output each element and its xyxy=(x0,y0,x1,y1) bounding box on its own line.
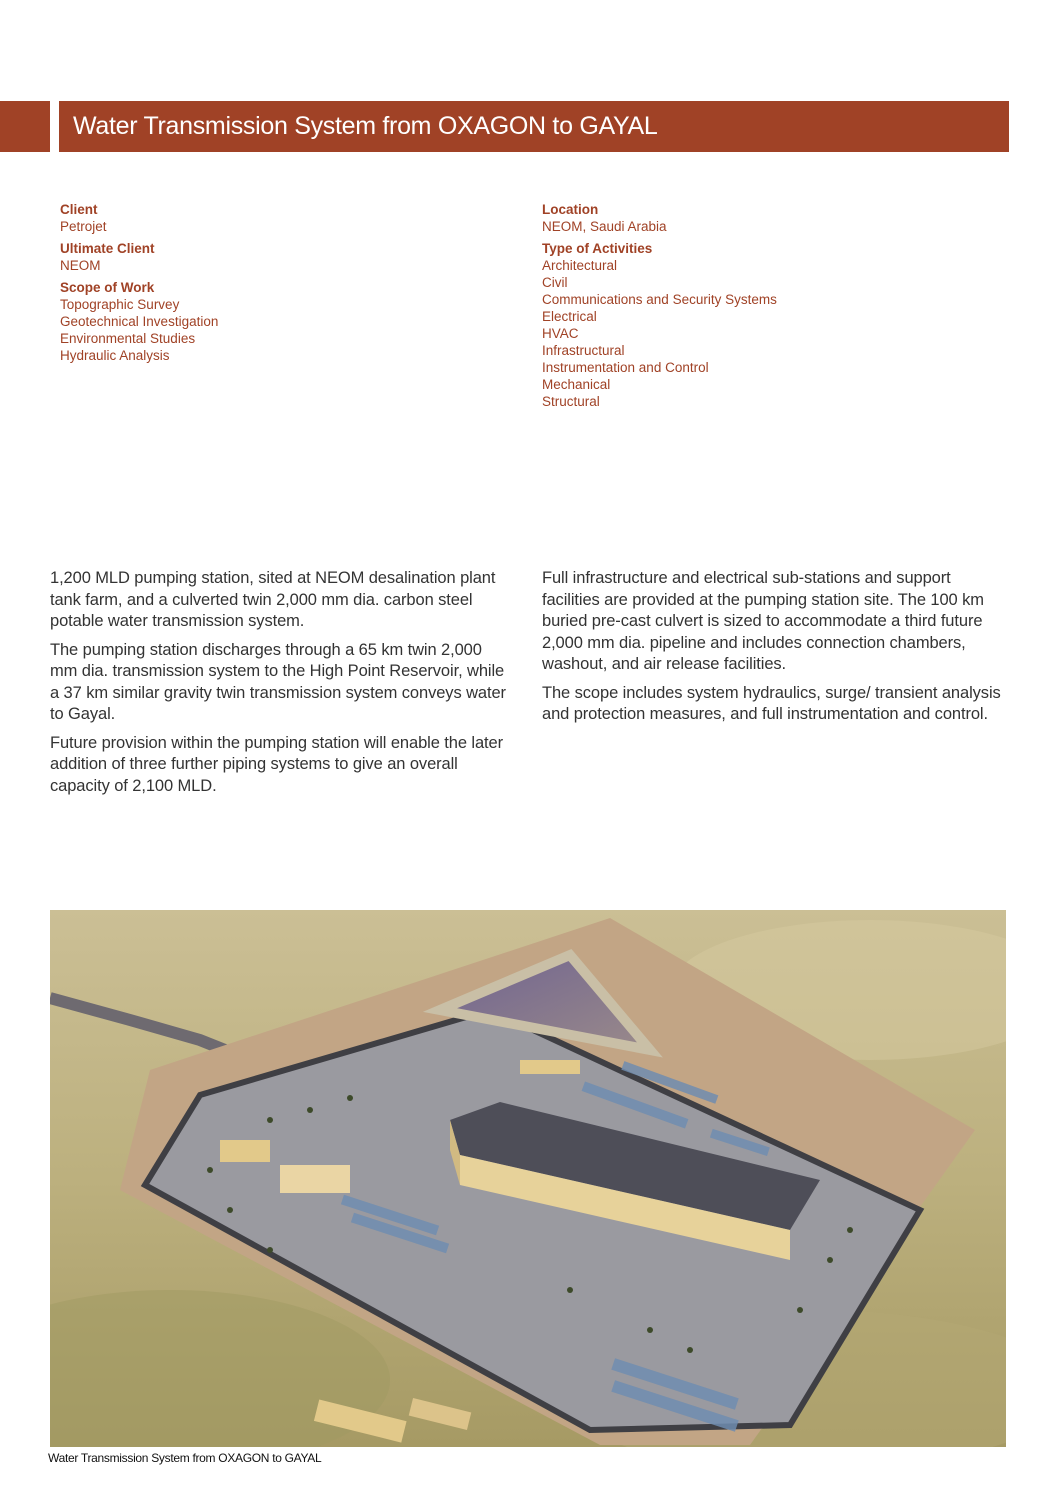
list-item: HVAC xyxy=(542,326,579,341)
ultimate-client-label: Ultimate Client xyxy=(60,241,155,256)
list-item: Communications and Security Systems xyxy=(542,292,777,307)
location-label: Location xyxy=(542,202,599,217)
paragraph: 1,200 MLD pumping station, sited at NEOM desalination plant tank farm, and a culverted twin 2,000 mm dia. carbon steel potable water transmission system. xyxy=(50,569,496,630)
activities-label: Type of Activities xyxy=(542,241,653,256)
paragraph: Full infrastructure and electrical sub-stations and support facilities are provided at the pumping station site. The 100 km buried pre-cast culvert is sized to accommodate a third future 2,000 mm dia. pipeline and includes connection chambers, washout, and air release facilities. xyxy=(542,569,984,673)
list-item: Infrastructural xyxy=(542,343,625,358)
scope-list xyxy=(60,296,480,364)
client-value: Petrojet xyxy=(60,219,107,234)
site-rendering-image xyxy=(50,910,1006,1447)
title-bar xyxy=(59,101,1009,152)
description-left-column xyxy=(50,568,510,804)
list-item: Instrumentation and Control xyxy=(542,360,709,375)
list-item: Mechanical xyxy=(542,377,611,392)
list-item: Environmental Studies xyxy=(60,331,196,346)
header-accent-block xyxy=(0,101,50,152)
client-label: Client xyxy=(60,202,98,217)
list-item: Hydraulic Analysis xyxy=(60,348,170,363)
paragraph: The pumping station discharges through a 65 km twin 2,000 mm dia. transmission system to the High Point Reservoir, while a 37 km similar gravity twin transmission system conveys water to Gayal. xyxy=(50,640,506,723)
paragraph: The scope includes system hydraulics, surge/ transient analysis and protection measures, and full instrumentation and control. xyxy=(542,683,1001,723)
location-value: NEOM, Saudi Arabia xyxy=(542,219,667,234)
activities-list xyxy=(542,257,962,410)
project-details-left xyxy=(60,201,480,369)
list-item: Structural xyxy=(542,394,600,409)
list-item: Electrical xyxy=(542,309,597,324)
list-item: Civil xyxy=(542,275,568,290)
list-item: Architectural xyxy=(542,258,618,273)
figure-caption: Water Transmission System from OXAGON to GAYAL xyxy=(48,1451,322,1465)
list-item: Topographic Survey xyxy=(60,297,180,312)
paragraph: Future provision within the pumping station will enable the later addition of three further piping systems to give an overall capacity of 2,100 MLD. xyxy=(50,733,504,795)
page-title: Water Transmission System from OXAGON to GAYAL xyxy=(73,112,658,140)
scope-label: Scope of Work xyxy=(60,280,155,295)
description-right-column xyxy=(542,568,1002,733)
ultimate-client-value: NEOM xyxy=(60,258,101,273)
list-item: Geotechnical Investigation xyxy=(60,314,219,329)
project-details-right xyxy=(542,201,962,415)
